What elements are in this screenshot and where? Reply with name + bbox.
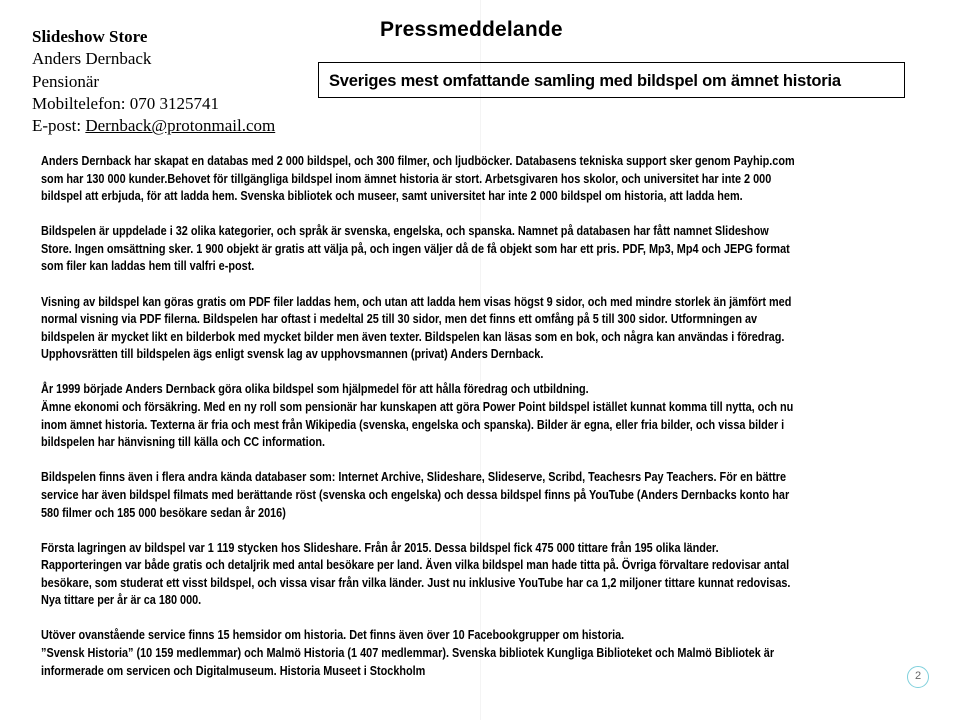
- paragraph-line: informerade om servicen och Digitalmuseum. Historia Museet i Stockholm: [41, 663, 426, 678]
- paragraph-line: Bildspelen finns även i flera andra kända databaser som: Internet Archive, Slideshare, Slideserve, Scribd, Teachesrs Pay Teachers. För en bättre: [41, 470, 787, 485]
- contact-name: Anders Dernback: [32, 49, 152, 69]
- paragraph: [41, 153, 907, 206]
- paragraph: [41, 540, 907, 610]
- paragraph: [41, 294, 907, 364]
- subtitle-box: Sveriges mest omfattande samling med bildspel om ämnet historia: [318, 62, 905, 98]
- paragraph-line: inom ämnet historia. Texterna är fria och mest från Wikipedia (svenska, engelska och spanska). Bilder är egna, eller fria bilder, och vissa bilder i: [41, 417, 785, 432]
- paragraph: [41, 223, 907, 276]
- paragraph-line: Bildspelen är uppdelade i 32 olika kategorier, och språk är svenska, engelska, och spanska. Namnet på databasen har fått namnet Slideshow: [41, 224, 769, 239]
- paragraph-line: Store. Ingen omsättning sker. 1 900 objekt är gratis att välja på, och ingen väljer då de få objekt som har ett pris. PDF, Mp3, Mp4 och JEPG format: [41, 241, 790, 256]
- paragraph-line: service har även bildspel filmats med berättande röst (svenska och engelska) och dessa bildspel finns på YouTube (Anders Dernbacks konto har: [41, 487, 790, 502]
- page-number: 2: [907, 666, 929, 688]
- store-name: Slideshow Store: [32, 27, 148, 46]
- paragraph: [41, 381, 907, 451]
- contact-role: Pensionär: [32, 71, 100, 91]
- paragraph-line: Första lagringen av bildspel var 1 119 stycken hos Slideshare. Från år 2015. Dessa bildspel fick 475 000 tittare från 195 olika länder.: [41, 540, 719, 555]
- press-release-body: [41, 153, 907, 698]
- paragraph-line: Nya tittare per år är ca 180 000.: [41, 593, 202, 608]
- page-title: Pressmeddelande: [380, 18, 563, 41]
- contact-block: [32, 26, 275, 137]
- paragraph-line: bildspel att erbjuda, för att ladda hem. Svenska bibliotek och museer, samt universitet har inte 2 000 bildspel om historia, att ladda hem.: [41, 189, 743, 204]
- paragraph-line: Anders Dernback har skapat en databas med 2 000 bildspel, och 300 filmer, och ljudböcker. Databasens tekniska support sker genom Payhip.com: [41, 154, 795, 168]
- paragraph-line: År 1999 började Anders Dernback göra olika bildspel som hjälpmedel för att hålla föredrag och utbildning.: [41, 382, 589, 397]
- paragraph-line: 580 filmer och 185 000 besökare sedan år 2016): [41, 505, 286, 520]
- paragraph-line: bildspelen har hänvisning till källa och CC information.: [41, 435, 326, 450]
- contact-phone: Mobiltelefon: 070 3125741: [32, 93, 219, 113]
- email-link[interactable]: Dernback@protonmail.com: [85, 116, 276, 136]
- paragraph: [41, 469, 907, 522]
- paragraph-line: ”Svensk Historia” (10 159 medlemmar) och Malmö Historia (1 407 medlemmar). Svenska bibliotek Kungliga Biblioteket och Malmö Bibliotek är: [41, 646, 775, 661]
- paragraph: [41, 627, 907, 680]
- paragraph-line: som har 130 000 kunder.Behovet för tillgängliga bildspel inom ämnet historia är stort. Arbetsgivaren hos skolor, och universitet har inte 2 000: [41, 171, 772, 186]
- paragraph-line: Utöver ovanstående service finns 15 hemsidor om historia. Det finns även över 10 Facebookgrupper om historia.: [41, 628, 625, 643]
- paragraph-line: bildspelen är mycket likt en bilderbok med mycket bilder men även texter. Bildspelen kan läsas som en bok, och några kan användas i föredrag.: [41, 329, 785, 344]
- paragraph-line: Ämne ekonomi och försäkring. Med en ny roll som pensionär har kunskapen att göra Power Point bildspel istället kunnat komma till nytta, och nu: [41, 400, 794, 415]
- paragraph-line: normal visning via PDF filerna. Bildspelen har oftast i medeltal 25 till 30 sidor, men det finns ett omfång på 5 till 300 sidor. Utformningen av: [41, 312, 758, 327]
- email-label: E-post:: [32, 116, 86, 136]
- paragraph-line: som filer kan laddas hem till valfri e-post.: [41, 259, 255, 274]
- contact-email-row: [32, 115, 275, 137]
- paragraph-line: Visning av bildspel kan göras gratis om PDF filer laddas hem, och utan att ladda hem visas högst 9 sidor, och med mindre storlek än jämfört med: [41, 294, 792, 309]
- paragraph-line: Rapporteringen var både gratis och detaljrik med antal besökare per land. Även vilka bildspel man hade titta på. Övriga förvaltare redovisar antal: [41, 558, 790, 573]
- paragraph-line: Upphovsrätten till bildspelen ägs enligt svensk lag av upphovsmannen (privat) Anders Dernback.: [41, 347, 544, 362]
- paragraph-line: besökare, som studerat ett visst bildspel, och vissa visar från vilka länder. Just nu inklusive YouTube har ca 1,2 miljoner tittare kunnat redovisas.: [41, 575, 791, 590]
